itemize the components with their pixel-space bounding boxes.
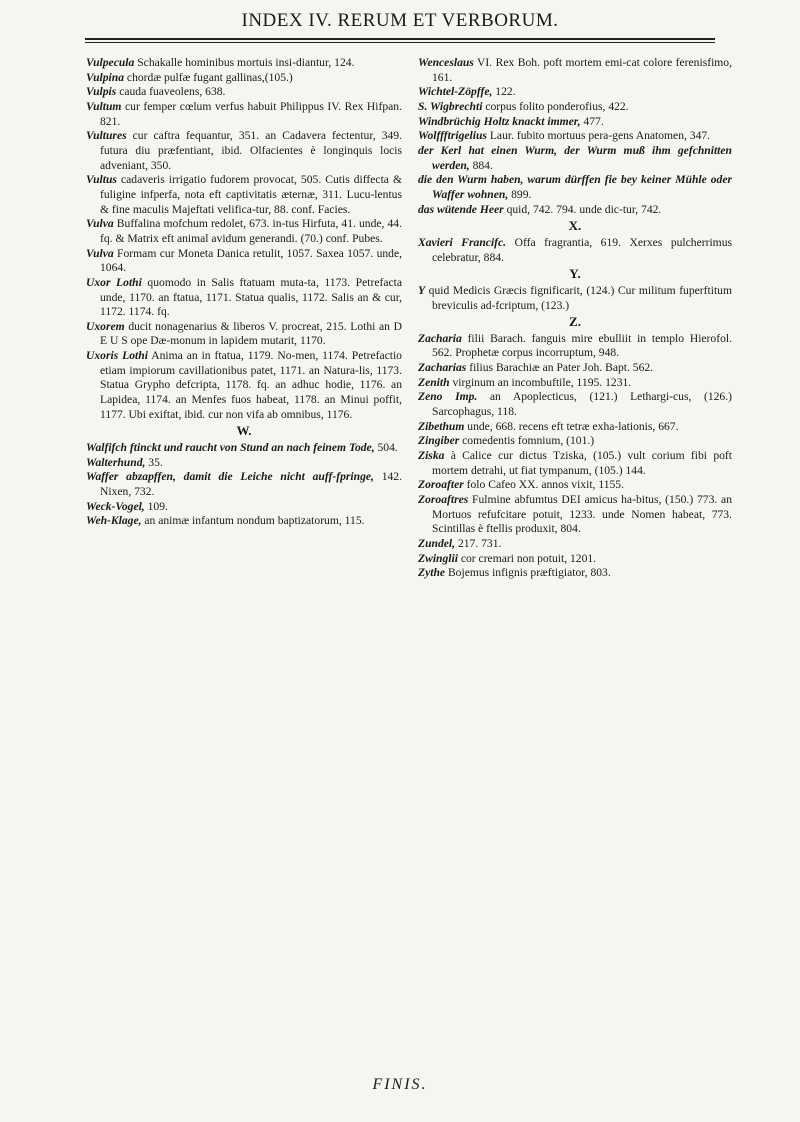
index-entry xyxy=(418,56,732,85)
index-entry xyxy=(418,566,732,581)
index-entry xyxy=(418,537,732,552)
entry-headword: Xavieri Francifc. xyxy=(418,235,507,249)
index-entry xyxy=(418,85,732,100)
index-entry xyxy=(418,361,732,376)
entry-headword: Zwinglii xyxy=(418,551,458,565)
entry-headword: Y xyxy=(418,283,426,297)
entry-headword: Wenceslaus xyxy=(418,56,474,69)
entry-text: quomodo in Salis ftatuam muta-ta, 1173. Petrefacta unde, 1170. an ftatua, 1171. Statua qualis, 1172. Salis an & cur, 1172. 1174. fq. xyxy=(100,275,402,319)
entry-headword: Zythe xyxy=(418,566,446,580)
index-entry xyxy=(86,247,402,276)
index-entry xyxy=(86,217,402,246)
entry-headword: S. Wigbrechti xyxy=(418,99,483,113)
section-letter: X. xyxy=(568,218,582,234)
index-entry xyxy=(86,100,402,129)
entry-text: Laur. fubito mortuus pera-gens Anatomen, 347. xyxy=(486,129,711,143)
entry-headword: Zoroaftres xyxy=(418,493,469,507)
entry-text: cauda fuaveolens, 638. xyxy=(116,85,226,99)
entry-text: 122. xyxy=(492,85,516,99)
section-letter: W. xyxy=(236,423,252,439)
entry-text: 899. xyxy=(508,187,532,201)
entry-text: Anima an in ftatua, 1179. No-men, 1174. Petrefactio etiam impiorum cavillationibus patet, 1171. an Natura-lis, 1173. Statua Grypho defcripta, 1178. fq. an adhuc hodie, 1176. an Lapidea, 1174. an Menfes fuos habeat, 1178. an Minui poffit, 1177. Ubi exiftat, ibid. cur non vifa ab omnibus, 1176. xyxy=(100,349,402,421)
entry-text: cur caftra fequantur, 351. an Cadavera fectentur, 349. futura diu præfentiant, ibid. Olfacientes è longinquis locis adveniant, 350. xyxy=(100,129,402,172)
index-entry xyxy=(418,478,732,493)
entry-text: an Apoplecticus, (121.) Lethargi-cus, (126.) Sarcophagus, 118. xyxy=(432,390,732,419)
entry-headword: Zacharia xyxy=(418,331,462,345)
entry-text: unde, 668. recens eft tetræ exha-lationis, 667. xyxy=(464,419,679,433)
entry-text: Offa fragrantia, 619. Xerxes pulcherrimus celebratur, 884. xyxy=(432,235,733,264)
entry-text: à Calice cur dictus Tziska, (105.) vult corium fibi poft mortem detrahi, ut fiat tympanum, (105.) 144. xyxy=(432,449,732,477)
index-entry xyxy=(86,456,402,471)
index-entry xyxy=(86,173,402,217)
header-rule-thick xyxy=(85,38,715,40)
entry-headword: Zacharias xyxy=(418,361,467,375)
entry-headword: Zeno Imp. xyxy=(418,390,478,404)
index-entry xyxy=(418,449,732,478)
entry-headword: die den Wurm haben, warum dürffen fie bey keiner Mühle oder Waffer wohnen, xyxy=(418,173,732,201)
entry-text: virginum an incombuftile, 1195. 1231. xyxy=(449,375,632,389)
entry-text: 477. xyxy=(580,114,604,128)
entry-text: Fulmine abfumtus DEI amicus ha-bitus, (150.) 773. an Mortuos refufcitare potuit, 1233. unde Nomen habeat, 773. Scintillas è ftellis produxit, 804. xyxy=(432,493,732,536)
index-entry xyxy=(86,500,402,515)
entry-text: 217. 731. xyxy=(455,537,502,550)
entry-headword: Windbrüchig Holtz knackt immer, xyxy=(418,114,581,128)
entry-headword: Vultures xyxy=(86,129,127,143)
entry-text: 35. xyxy=(145,455,163,469)
entry-headword: Uxor Lothi xyxy=(86,275,142,289)
index-entry xyxy=(418,284,732,313)
entry-headword: Vultus xyxy=(86,173,117,187)
index-entry xyxy=(418,434,732,449)
index-entry xyxy=(418,420,732,435)
entry-headword: Ziska xyxy=(418,449,445,463)
entry-text: comedentis fomnium, (101.) xyxy=(459,434,595,448)
right-column xyxy=(418,56,732,581)
index-entry xyxy=(418,144,732,173)
entry-text: folo Cafeo XX. annos vixit, 1155. xyxy=(463,478,624,492)
index-entry xyxy=(418,332,732,361)
index-entry xyxy=(418,173,732,202)
entry-headword: das wütende Heer xyxy=(418,202,504,216)
entry-text: cur femper cœlum verfus habuit Philippus IV. Rex Hifpan. 821. xyxy=(100,99,402,128)
finis-label: FINIS. xyxy=(372,1076,428,1093)
index-entry xyxy=(418,115,732,130)
index-entry xyxy=(86,514,402,529)
entry-text: cadaveris irrigatio fudorem provocat, 505. Cutis diffecta & fuligine infperfa, nota eft captivitatis æternæ, 311. Lucu-lentus & fine maculis Majeftati velifica-tur, 88. conf. Facies. xyxy=(100,173,402,216)
entry-text: 884. xyxy=(469,158,493,172)
entry-headword: Walfifch ftinckt und raucht von Stund an nach feinem Tode, xyxy=(86,441,375,455)
index-entry xyxy=(418,376,732,391)
index-entry xyxy=(86,129,402,173)
header-rule-thin xyxy=(85,42,715,43)
entry-text: Bojemus infignis præftigiator, 803. xyxy=(445,566,611,580)
index-entry xyxy=(86,320,402,349)
entry-headword: Vulpecula xyxy=(86,56,135,69)
entry-headword: Zoroafter xyxy=(418,478,464,492)
index-entry xyxy=(86,71,402,86)
section-letter: Y. xyxy=(569,266,581,282)
entry-headword: Uxoris Lothi xyxy=(86,349,148,363)
index-entry xyxy=(86,441,402,456)
entry-headword: Zundel, xyxy=(418,537,456,550)
entry-headword: Vulva xyxy=(86,246,114,260)
index-entry xyxy=(418,203,732,218)
index-entry xyxy=(418,100,732,115)
entry-headword: Walterhund, xyxy=(86,455,146,469)
index-entry xyxy=(418,129,732,144)
index-entry xyxy=(418,493,732,537)
entry-text: quid, 742. 794. unde dic-tur, 742. xyxy=(503,202,662,216)
entry-text: 109. xyxy=(144,499,168,513)
entry-text: VI. Rex Boh. poft mortem emi-cat colore ferenisfimo, 161. xyxy=(432,56,732,84)
index-entry xyxy=(418,390,732,419)
index-entry xyxy=(86,276,402,320)
section-letter: Z. xyxy=(569,314,581,330)
index-entry xyxy=(86,56,402,71)
entry-headword: Wolffftrigelius xyxy=(418,129,487,143)
entry-headword: Waffer abzapffen, damit die Leiche nicht auff-fpringe, xyxy=(86,470,374,484)
index-entry xyxy=(86,470,402,499)
entry-text: 504. xyxy=(374,441,398,455)
index-entry xyxy=(418,552,732,567)
entry-headword: Wichtel-Zöpffe, xyxy=(418,85,493,99)
entry-text: 142. Nixen, 732. xyxy=(100,470,402,499)
entry-text: an animæ infantum nondum baptizatorum, 115. xyxy=(141,514,365,528)
entry-text: Formam cur Moneta Danica retulit, 1057. Saxea 1057. unde, 1064. xyxy=(100,246,402,275)
left-column xyxy=(86,56,402,529)
entry-headword: Zenith xyxy=(418,375,450,389)
entry-text: filii Barach. fanguis mire ebulliit in templo Hierofol. 562. Prophetæ corpus incorruptum, 948. xyxy=(432,331,732,360)
entry-headword: Vulva xyxy=(86,217,114,231)
entry-text: ducit nonagenarius & liberos V. procreat, 215. Lothi an D E U S ope Dæ-monum in lapidem mutarit, 1170. xyxy=(100,319,402,348)
entry-text: chordæ pulfæ fugant gallinas,(105.) xyxy=(124,70,293,84)
entry-headword: der Kerl hat einen Wurm, der Wurm muß ihm gefchnitten werden, xyxy=(418,143,732,172)
entry-text: cor cremari non potuit, 1201. xyxy=(457,551,597,565)
index-entry xyxy=(86,85,402,100)
entry-text: Buffalina mofchum redolet, 673. in-tus Hirfuta, 41. unde, 44. fq. & Matrix eft animal avidum generandi. (70.) conf. Pubes. xyxy=(100,217,402,245)
entry-headword: Zingiber xyxy=(418,434,460,448)
entry-headword: Weh-Klage, xyxy=(86,514,142,528)
index-entry xyxy=(86,349,402,422)
entry-headword: Uxorem xyxy=(86,319,125,333)
entry-headword: Vultum xyxy=(86,99,122,113)
page-header: INDEX IV. RERUM ET VERBORUM. xyxy=(241,10,559,31)
entry-headword: Zibethum xyxy=(418,419,465,433)
entry-headword: Weck-Vogel, xyxy=(86,499,145,513)
entry-headword: Vulpis xyxy=(86,85,117,99)
entry-text: Schakalle hominibus mortuis insi-diantur, 124. xyxy=(134,56,355,69)
entry-text: corpus folito ponderofius, 422. xyxy=(482,99,629,113)
index-entry xyxy=(418,236,732,265)
entry-text: filius Barachiæ an Pater Joh. Bapt. 562. xyxy=(466,361,654,375)
entry-headword: Vulpina xyxy=(86,70,125,84)
entry-text: quid Medicis Græcis fignificarit, (124.) Cur militum fuperftitum breviculis ad-fcriptum, (123.) xyxy=(425,283,732,312)
